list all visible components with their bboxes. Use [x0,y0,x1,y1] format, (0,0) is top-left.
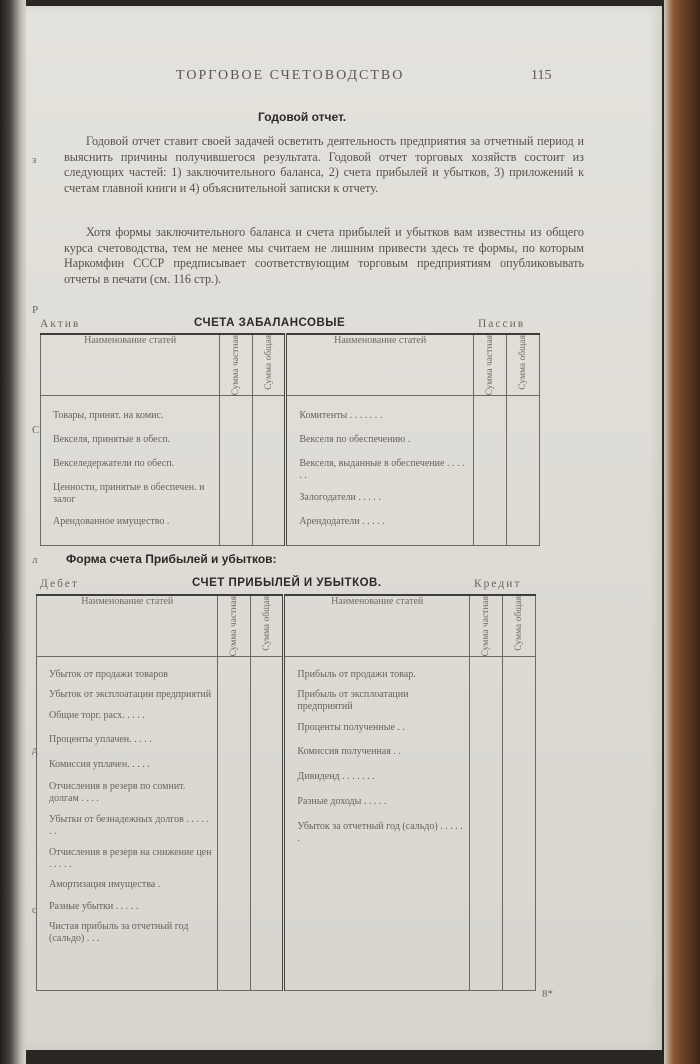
column-header-partial: Сумма частная [484,335,495,396]
book-page [26,6,662,1050]
profit-loss-table [36,594,536,991]
list-item: Комиссия полученная . . [297,746,401,758]
list-item: Прибыль от эксплоатации предприятий [297,689,409,713]
column-header-name: Наименование статей [334,335,427,346]
page-header [176,68,576,88]
page-number: 115 [531,68,552,83]
book-binding-left [0,0,26,1064]
edge-mark: С [32,424,40,436]
list-item: Комиссия уплачен. . . . . [49,759,150,771]
list-item: Разные доходы . . . . . [297,796,387,808]
table2-left-label: Дебет [40,578,79,590]
column-header-total: Сумма общая [263,335,274,390]
edge-mark: с [32,904,37,916]
list-item: Разные убытки . . . . . [49,901,139,913]
running-title: ТОРГОВОЕ СЧЕТОВОДСТВО [176,68,405,83]
off-balance-table [40,333,540,546]
list-item: Векселя по обеспечению . [299,434,411,446]
list-item: Общие торг. расх. . . . . [49,710,145,722]
column-header-partial: Сумма частная [480,596,491,657]
list-item: Чистая прибыль за отчетный год (сальдо) . . . [49,921,189,945]
list-item: Проценты полученные . . [297,722,405,734]
column-header-total: Сумма общая [261,596,272,651]
section-title: Годовой отчет. [258,110,347,124]
list-item: Убытки от безнадежных долгов . . . . . . . [49,814,209,838]
column-header-name: Наименование статей [331,596,424,607]
list-item: Векселедержатели по обесп. [53,458,175,470]
list-item: Ценности, принятые в обеспечен. и залог [53,482,205,506]
table1-right-label: Пассив [478,318,526,330]
table2-title: СЧЕТ ПРИБЫЛЕЙ И УБЫТКОВ. [192,577,382,589]
column-header-name: Наименование статей [81,596,174,607]
edge-mark: л [32,554,38,566]
list-item: Убыток от эксплоатации предприятий [49,689,212,701]
column-header-partial: Сумма частная [231,335,242,396]
list-item: Залогодатели . . . . . [299,492,381,504]
column-header-partial: Сумма частная [229,596,240,657]
list-item: Товары, принят. на комис. [53,410,164,422]
list-item: Комитенты . . . . . . . [299,410,383,422]
table1-title: СЧЕТА ЗАБАЛАНСОВЫЕ [194,317,346,329]
list-item: Убыток за отчетный год (сальдо) . . . . . . [297,821,463,845]
signature-mark: 8* [542,988,553,1000]
table1-left-label: Актив [40,318,81,330]
edge-mark: з [32,154,37,166]
list-item: Дивиденд . . . . . . . [297,771,375,783]
table2-right-label: Кредит [474,578,522,590]
list-item: Прибыль от продажи товар. [297,669,416,681]
list-item: Амортизация имущества . [49,879,161,891]
edge-mark: Р [32,304,39,316]
column-header-total: Сумма общая [517,335,528,390]
edge-mark: д [32,744,38,756]
paragraph: Хотя формы заключительного баланса и счета прибылей и убытков вам известны из общего курса счетоводства, тем не менее мы считаем не лишним привести здесь те формы, по которым Наркомфин СССР предписывает соответствующим торговым предприятиям опубликовывать отчеты в печати (см. 116 стр.). [64,225,584,286]
paragraph: Годовой отчет ставит своей задачей осветить деятельность предприятия за отчетный период и выяснить причины получившегося результата. Годовой отчет торговых хозяйств состоит из следующих частей: 1) заключительного баланса, 2) счета прибылей и убытков, 3) приложений к счетам главной книги и 4) объяснительной записки к отчету. [64,134,584,195]
subheading: Форма счета Прибылей и убытков: [66,552,277,566]
list-item: Отчисления в резерв по сомнит. долгам . . . . [49,781,186,805]
list-item: Проценты уплачен. . . . . [49,734,152,746]
list-item: Убыток от продажи товаров [49,669,168,681]
list-item: Арендованное имущество . [53,516,170,528]
list-item: Арендодатели . . . . . [299,516,385,528]
book-binding-right [664,0,700,1064]
column-header-total: Сумма общая [513,596,524,651]
list-item: Отчисления в резерв на снижение цен . . . . . [49,847,212,871]
list-item: Векселя, выданные в обеспечение . . . . . . [299,458,465,482]
list-item: Векселя, принятые в обесп. [53,434,171,446]
column-header-name: Наименование статей [84,335,177,346]
